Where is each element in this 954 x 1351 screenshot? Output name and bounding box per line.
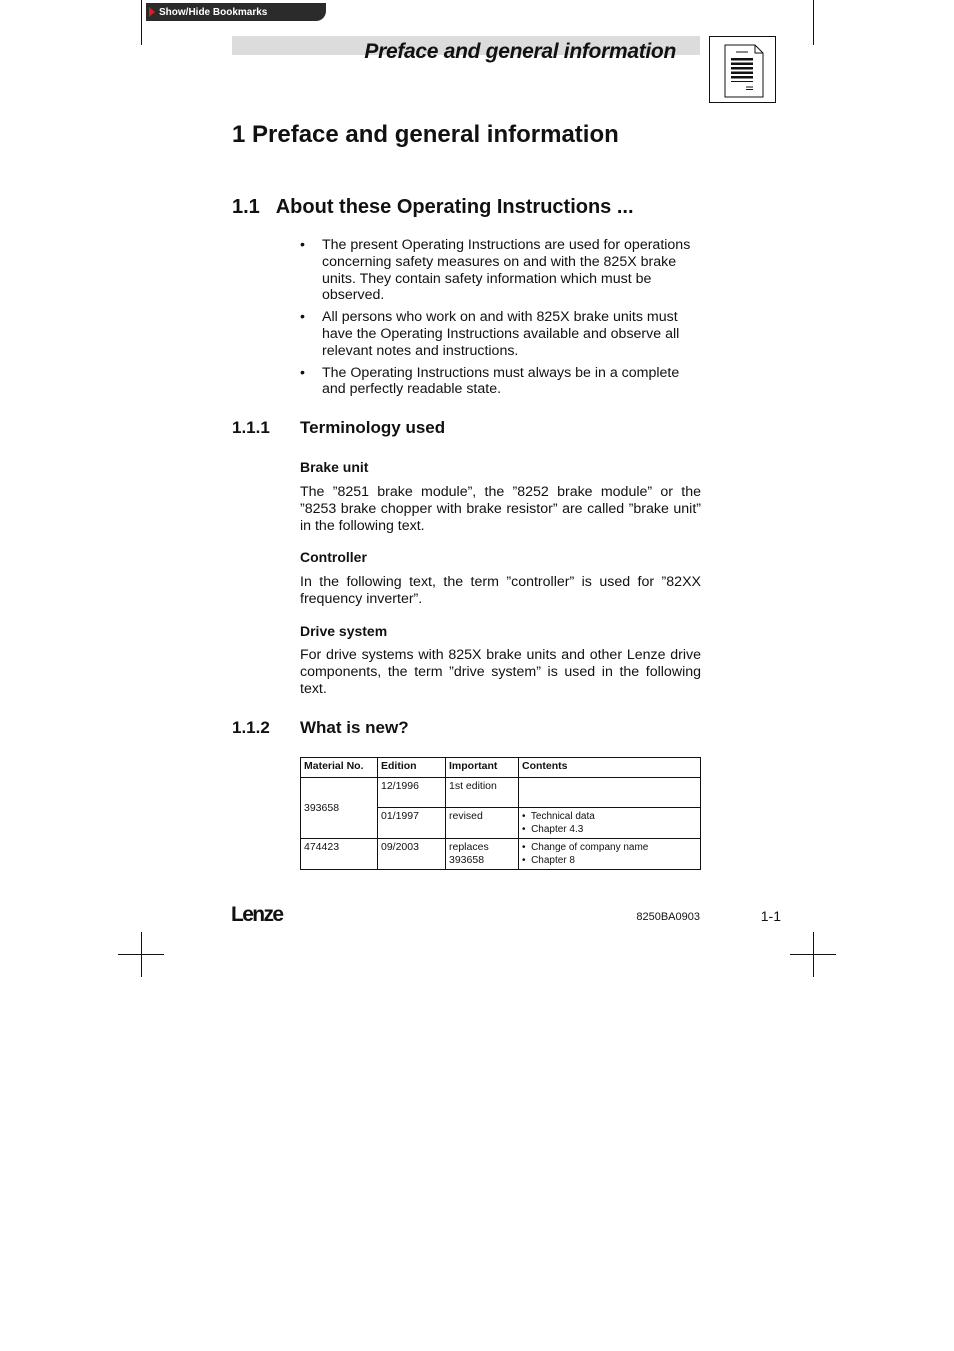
term-heading-drive-system: Drive system <box>300 623 388 639</box>
contents-cell <box>519 808 701 839</box>
contents-cell <box>519 839 701 870</box>
table-row <box>301 839 701 870</box>
contents-text: Chapter 4.3 <box>531 824 584 835</box>
important-cell: revised <box>446 808 519 839</box>
contents-item: • Chapter 8 <box>522 855 575 866</box>
term-heading-brake-unit: Brake unit <box>300 459 369 475</box>
subsection-number: 1.1.2 <box>232 718 270 737</box>
crop-mark <box>813 0 814 45</box>
material-cell: 474423 <box>301 839 378 870</box>
contents-item: • Technical data <box>522 811 595 822</box>
column-header: Edition <box>378 758 446 778</box>
list-item <box>300 237 702 304</box>
material-cell: 393658 <box>301 778 378 839</box>
important-cell: replaces 393658 <box>446 839 519 870</box>
column-header: Contents <box>519 758 701 778</box>
subsection-whatsnew-heading <box>232 718 409 738</box>
edition-cell: 09/2003 <box>378 839 446 870</box>
page-number: 1-1 <box>760 908 781 924</box>
bullet-text: All persons who work on and with 825X brake units must have the Operating Instructions available and observe all relevant notes and instructions. <box>322 309 680 359</box>
chapter-title: 1 Preface and general information <box>232 121 619 148</box>
bullet-text: The present Operating Instructions are used for operations concerning safety measures on and with the 825X brake units. They contain safety information which must be observed. <box>322 237 691 304</box>
subsection-terminology-heading <box>232 418 445 438</box>
term-text-brake-unit: The ”8251 brake module”, the ”8252 brake module” or the ”8253 brake chopper with brake resistor” are called ”brake unit” in the following text. <box>300 484 701 534</box>
term-text-drive-system: For drive systems with 825X brake units and other Lenze drive components, the term ”drive system” is used in the following text. <box>300 647 701 697</box>
contents-item: • Chapter 4.3 <box>522 824 584 835</box>
bullet-icon: • <box>300 364 305 381</box>
table-row <box>301 778 701 808</box>
crop-mark <box>790 954 836 955</box>
table-header-row <box>301 758 701 778</box>
running-header-title: Preface and general information <box>364 40 676 63</box>
list-item <box>300 365 702 399</box>
document-icon <box>709 36 776 103</box>
bookmark-arrow-icon <box>149 7 155 17</box>
list-item <box>300 309 702 359</box>
subsection-title: Terminology used <box>300 418 446 437</box>
term-text-controller: In the following text, the term ”controller” is used for ”82XX frequency inverter”. <box>300 574 701 607</box>
edition-cell: 01/1997 <box>378 808 446 839</box>
edition-cell: 12/1996 <box>378 778 446 808</box>
crop-mark <box>141 0 142 45</box>
contents-item: • Change of company name <box>522 842 649 853</box>
bookmarks-label: Show/Hide Bookmarks <box>159 6 268 18</box>
section-title <box>232 196 634 219</box>
column-header: Material No. <box>301 758 378 778</box>
lenze-logo <box>231 900 289 931</box>
term-heading-controller: Controller <box>300 549 367 565</box>
column-header: Important <box>446 758 519 778</box>
subsection-title: What is new? <box>300 718 409 737</box>
lenze-logo-text: Lenze <box>231 903 283 926</box>
contents-text: Technical data <box>530 811 595 822</box>
contents-text: Chapter 8 <box>531 855 575 866</box>
crop-mark <box>118 954 164 955</box>
contents-cell <box>519 778 701 808</box>
contents-text: Change of company name <box>531 842 649 853</box>
edition-history-table <box>300 757 701 870</box>
bullet-icon: • <box>300 309 305 326</box>
subsection-number: 1.1.1 <box>232 418 270 437</box>
bullet-icon: • <box>300 237 305 253</box>
document-id: 8250BA0903 <box>636 911 700 923</box>
bullet-text: The Operating Instructions must always be in a complete and perfectly readable state. <box>322 364 680 398</box>
intro-bullet-list <box>300 237 702 403</box>
section-title-text: 1.1 About these Operating Instructions ... <box>232 196 634 218</box>
show-hide-bookmarks-button[interactable] <box>146 3 326 21</box>
important-cell: 1st edition <box>446 778 519 808</box>
